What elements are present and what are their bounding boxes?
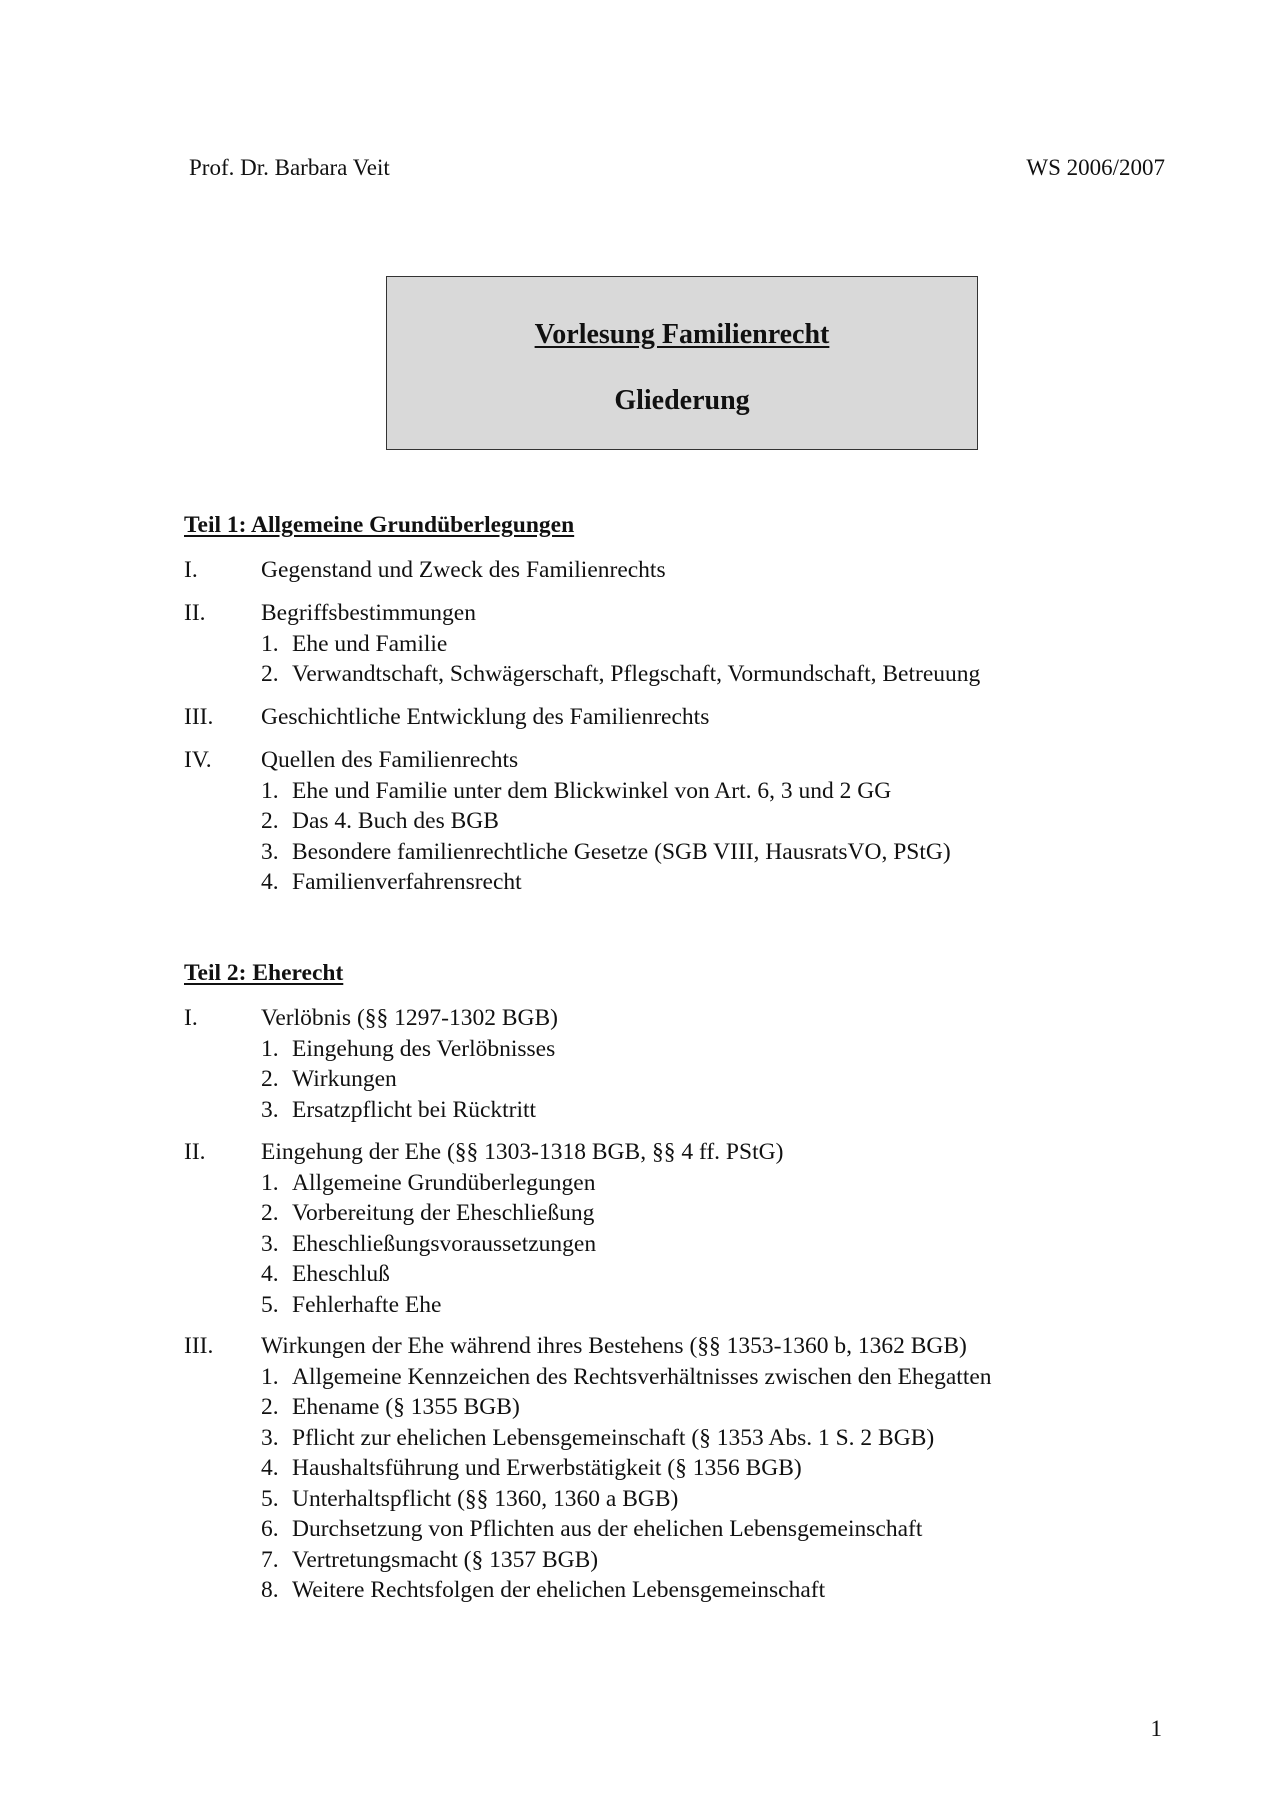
section-number: I. xyxy=(184,557,198,583)
item-text: Fehlerhafte Ehe xyxy=(292,1291,442,1318)
list-item xyxy=(261,867,951,898)
document-subtitle: Gliederung xyxy=(614,385,750,416)
item-text: Eingehung des Verlöbnisses xyxy=(292,1035,556,1062)
item-text: Ehe und Familie unter dem Blickwinkel von Art. 6, 3 und 2 GG xyxy=(292,777,892,804)
item-text: Familienverfahrensrecht xyxy=(292,869,522,895)
section-number: III. xyxy=(184,704,214,730)
list-item xyxy=(261,1362,992,1393)
list-item xyxy=(261,837,951,868)
sub-list xyxy=(261,1034,555,1126)
item-text: Allgemeine Kennzeichen des Rechtsverhältnisses zwischen den Ehegatten xyxy=(292,1363,992,1390)
item-number: 2. xyxy=(261,808,279,834)
section-number: I. xyxy=(184,1005,198,1031)
item-number: 3. xyxy=(261,1096,279,1123)
title-box xyxy=(386,276,978,450)
item-text: Durchsetzung von Pflichten aus der ehelichen Lebensgemeinschaft xyxy=(292,1516,923,1542)
item-number: 7. xyxy=(261,1546,279,1573)
section-title: Geschichtliche Entwicklung des Familienrechts xyxy=(261,704,710,730)
document-title: Vorlesung Familienrecht xyxy=(534,319,830,350)
list-item xyxy=(261,1423,992,1454)
item-number: 5. xyxy=(261,1291,279,1318)
item-number: 3. xyxy=(261,1424,279,1451)
item-text: Besondere familienrechtliche Gesetze (SGB VIII, HausratsVO, PStG) xyxy=(292,838,951,865)
list-item xyxy=(261,1392,992,1423)
item-number: 1. xyxy=(261,777,279,804)
section-number: IV. xyxy=(184,747,212,773)
item-text: Ersatzpflicht bei Rücktritt xyxy=(292,1096,537,1123)
item-number: 3. xyxy=(261,1230,279,1257)
item-number: 4. xyxy=(261,1455,279,1481)
list-item xyxy=(261,1198,596,1229)
list-item xyxy=(261,1545,992,1576)
item-text: Allgemeine Grundüberlegungen xyxy=(292,1169,596,1196)
list-item xyxy=(261,1259,596,1290)
list-item xyxy=(261,776,951,807)
list-item xyxy=(261,1034,555,1065)
list-item xyxy=(261,1168,596,1199)
list-item xyxy=(261,1453,992,1484)
item-number: 2. xyxy=(261,1394,279,1420)
item-text: Haushaltsführung und Erwerbstätigkeit (§ 1356 BGB) xyxy=(292,1455,802,1481)
item-number: 2. xyxy=(261,661,279,687)
item-text: Eheschluß xyxy=(292,1261,390,1287)
section-number: III. xyxy=(184,1333,214,1359)
item-number: 1. xyxy=(261,630,279,657)
item-number: 3. xyxy=(261,838,279,865)
item-number: 2. xyxy=(261,1200,279,1226)
list-item xyxy=(261,1290,596,1321)
part-heading-teil-2: Teil 2: Eherecht xyxy=(184,960,344,986)
section-title: Quellen des Familienrechts xyxy=(261,747,519,773)
item-text: Ehe und Familie xyxy=(292,630,448,657)
list-item xyxy=(261,1095,555,1126)
item-number: 2. xyxy=(261,1066,279,1092)
item-text: Das 4. Buch des BGB xyxy=(292,808,499,834)
item-number: 5. xyxy=(261,1485,279,1512)
section-title: Verlöbnis (§§ 1297-1302 BGB) xyxy=(261,1005,558,1031)
item-text: Unterhaltspflicht (§§ 1360, 1360 a BGB) xyxy=(292,1485,679,1512)
item-number: 1. xyxy=(261,1363,279,1390)
item-text: Vertretungsmacht (§ 1357 BGB) xyxy=(292,1546,599,1573)
item-text: Pflicht zur ehelichen Lebensgemeinschaft (§ 1353 Abs. 1 S. 2 BGB) xyxy=(292,1424,935,1451)
list-item xyxy=(261,1484,992,1515)
part-heading-teil-1: Teil 1: Allgemeine Grundüberlegungen xyxy=(184,512,575,538)
sub-list xyxy=(261,776,951,898)
item-number: 8. xyxy=(261,1577,279,1603)
section-number: II. xyxy=(184,600,206,626)
list-item xyxy=(261,806,951,837)
item-text: Verwandtschaft, Schwägerschaft, Pflegschaft, Vormundschaft, Betreuung xyxy=(292,661,981,687)
list-item xyxy=(261,1514,992,1545)
list-item xyxy=(261,659,980,690)
item-number: 6. xyxy=(261,1516,279,1542)
item-text: Eheschließungsvoraussetzungen xyxy=(292,1230,597,1257)
item-number: 1. xyxy=(261,1035,279,1062)
section-title: Gegenstand und Zweck des Familienrechts xyxy=(261,557,666,583)
section-title: Eingehung der Ehe (§§ 1303-1318 BGB, §§ 4 ff. PStG) xyxy=(261,1139,784,1165)
item-number: 1. xyxy=(261,1169,279,1196)
list-item xyxy=(261,629,980,660)
section-title: Wirkungen der Ehe während ihres Bestehens (§§ 1353-1360 b, 1362 BGB) xyxy=(261,1333,967,1359)
sub-list xyxy=(261,1362,992,1606)
list-item xyxy=(261,1229,596,1260)
sub-list xyxy=(261,629,980,690)
header-author: Prof. Dr. Barbara Veit xyxy=(189,155,390,180)
item-text: Wirkungen xyxy=(292,1066,397,1092)
item-text: Weitere Rechtsfolgen der ehelichen Lebensgemeinschaft xyxy=(292,1577,826,1603)
item-number: 4. xyxy=(261,1261,279,1287)
item-text: Vorbereitung der Eheschließung xyxy=(292,1200,595,1226)
section-title: Begriffsbestimmungen xyxy=(261,600,476,626)
header-semester: WS 2006/2007 xyxy=(1026,155,1165,180)
page-number: 1 xyxy=(1150,1716,1162,1741)
list-item xyxy=(261,1064,555,1095)
item-number: 4. xyxy=(261,869,279,895)
sub-list xyxy=(261,1168,596,1321)
item-text: Ehename (§ 1355 BGB) xyxy=(292,1394,520,1420)
section-number: II. xyxy=(184,1139,206,1165)
list-item xyxy=(261,1575,992,1606)
